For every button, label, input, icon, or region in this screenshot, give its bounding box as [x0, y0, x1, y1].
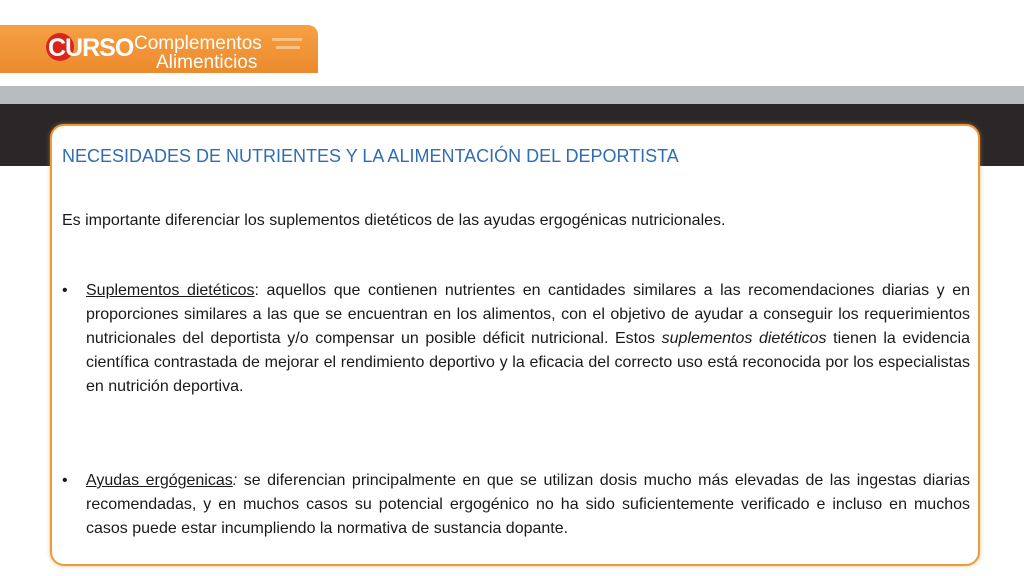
logo-curso-text: CURSO [48, 34, 134, 62]
intro-paragraph: Es importante diferenciar los suplementos dietéticos de las ayudas ergogénicas nutricionales. [62, 212, 726, 229]
bullet-colon: : [232, 472, 238, 489]
bullet-body: : aquellos que contienen nutrientes en cantidades similares a las recomendaciones diarias y en proporciones similares a las que se encuentran en los alimentos, con el objetivo de ayudar a conseguir los requerimientos nutricionales del deportista y/o compensar un posible déficit nutricional. Estos [86, 282, 970, 347]
bullet-body: tienen la evidencia científica contrastada de mejorar el rendimiento deportivo y la eficacia del correcto uso está reconocida por los especialistas en nutrición deportiva. [86, 330, 971, 395]
bullet-body: se diferencian principalmente en que se utilizan dosis mucho más elevadas de las ingestas diarias recomendadas, y en muchos casos su potencial ergogénico no ha sido suficientemente verificado e incluso en muchos casos puede estar incumpliendo la normativa de sustancia dopante. [86, 472, 970, 537]
logo-accent-bar [272, 38, 302, 41]
bullet-ayudas [62, 469, 970, 541]
bullet-suplementos [62, 279, 970, 399]
bullet-emphasis: suplementos dietéticos [661, 330, 827, 347]
slide-title: NECESIDADES DE NUTRIENTES Y LA ALIMENTACIÓN DEL DEPORTISTA [62, 146, 679, 166]
bullet-text [86, 469, 970, 541]
header-band-grey [0, 86, 1024, 104]
logo-title-line2: Alimenticios [156, 52, 258, 73]
bullet-term: Suplementos dietéticos [86, 282, 255, 299]
bullet-text [86, 279, 970, 399]
bullet-marker: • [62, 282, 68, 299]
logo-title-line1: Complementos [134, 33, 262, 54]
bullet-term: Ayudas ergógenicas [86, 472, 233, 489]
bullet-marker: • [62, 472, 68, 489]
logo-accent-bar [276, 46, 300, 49]
